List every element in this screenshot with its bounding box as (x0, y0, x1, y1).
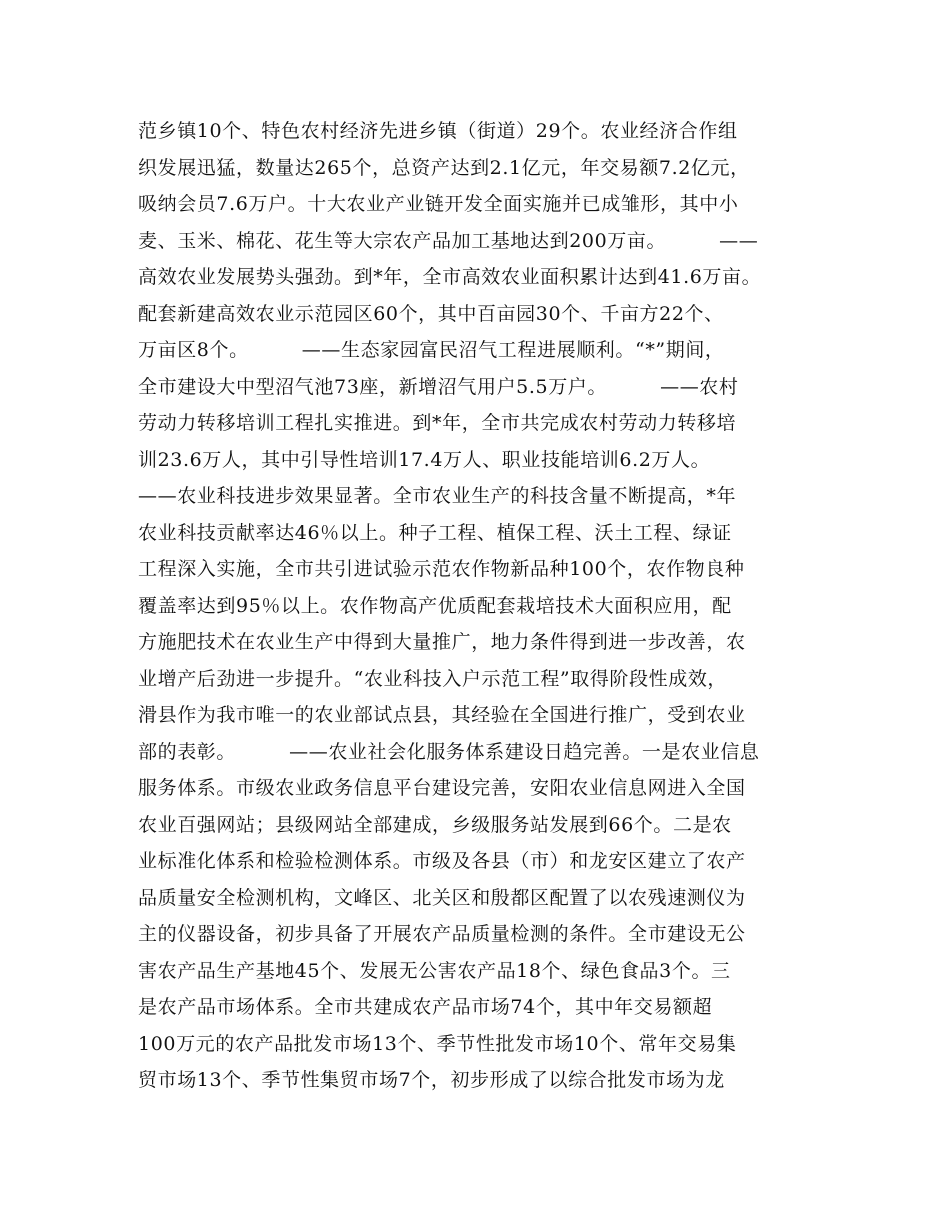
body-text (138, 113, 828, 1099)
text-line: 是农产品市场体系。全市共建成农产品市场74个，其中年交易额超 (138, 996, 713, 1018)
text-line: 麦、玉米、棉花、花生等大宗农产品加工基地达到200万亩。 —— (138, 229, 759, 252)
text-line: 万亩区8个。 ——生态家园富民沼气工程进展顺利。“*”期间， (138, 339, 725, 361)
text-line: 全市建设大中型沼气池73座，新增沼气用户5.5万户。 ——农村 (138, 375, 739, 398)
text-line: 范乡镇10个、特色农村经济先进乡镇（街道）29个。农业经济合作组 (138, 120, 738, 142)
text-line: 织发展迅猛，数量达265个，总资产达到2.1亿元，年交易额7.2亿元， (138, 156, 750, 179)
text-line: 配套新建高效农业示范园区60个，其中百亩园30个、千亩方22个、 (138, 302, 724, 325)
text-line: 滑县作为我市唯一的农业部试点县，其经验在全国进行推广，受到农业 (138, 704, 746, 726)
text-line: 品质量安全检测机构，文峰区、北关区和殷都区配置了以农残速测仪为 (138, 886, 746, 909)
text-line: 业增产后劲进一步提升。“农业科技入户示范工程”取得阶段性成效， (138, 667, 728, 690)
text-line: 贸市场13个、季节性集贸市场7个，初步形成了以综合批发市场为龙 (138, 1069, 725, 1091)
text-line: 服务体系。市级农业政务信息平台建设完善，安阳农业信息网进入全国 (138, 777, 746, 799)
text-line: 覆盖率达到95％以上。农作物高产优质配套栽培技术大面积应用，配 (138, 594, 732, 617)
text-line: 业标准化体系和检验检测体系。市级及各县（市）和龙安区建立了农产 (138, 850, 746, 872)
text-line: 劳动力转移培训工程扎实推进。到*年，全市共完成农村劳动力转移培 (138, 412, 737, 434)
text-line: 训23.6万人，其中引导性培训17.4万人、职业技能培训6.2万人。 (138, 448, 711, 471)
text-line: 100万元的农产品批发市场13个、季节性批发市场10个、常年交易集 (138, 1032, 737, 1055)
text-line: 部的表彰。 ——农业社会化服务体系建设日趋完善。一是农业信息 (138, 740, 760, 763)
text-line: 主的仪器设备，初步具备了开展农产品质量检测的条件。全市建设无公 (138, 923, 746, 945)
text-line: 害农产品生产基地45个、发展无公害农产品18个、绿色食品3个。三 (138, 959, 731, 982)
text-line: 方施肥技术在农业生产中得到大量推广，地力条件得到进一步改善，农 (138, 631, 746, 653)
text-line: 农业科技贡献率达46％以上。种子工程、植保工程、沃土工程、绿证 (138, 521, 732, 544)
text-line: 工程深入实施，全市共引进试验示范农作物新品种100个，农作物良种 (138, 558, 745, 580)
text-line: ——农业科技进步效果显著。全市农业生产的科技含量不断提高，*年 (138, 485, 737, 507)
text-line: 农业百强网站；县级网站全部建成，乡级服务站发展到66个。二是农 (138, 813, 732, 836)
text-line: 高效农业发展势头强劲。到*年，全市高效农业面积累计达到41.6万亩。 (138, 266, 762, 288)
text-line: 吸纳会员7.6万户。十大农业产业链开发全面实施并已成雏形，其中小 (138, 193, 739, 215)
